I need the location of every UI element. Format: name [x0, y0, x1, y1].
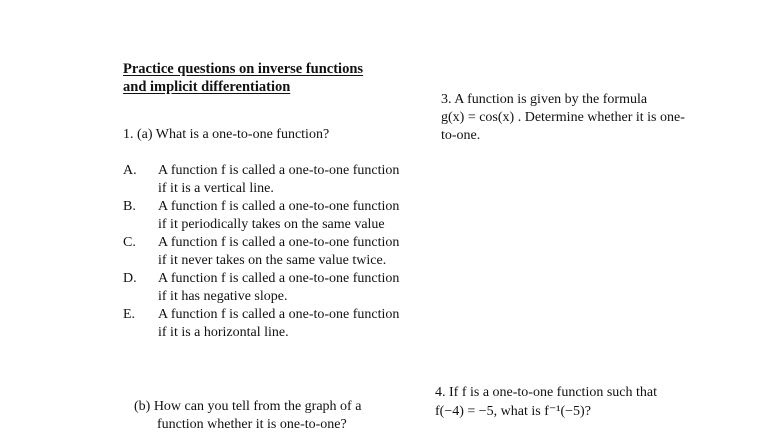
question-1a: 1. (a) What is a one-to-one function?: [123, 127, 330, 142]
question-4-line-2: f(−4) = −5, what is f⁻¹(−5)?: [435, 404, 591, 419]
option-a-text: A function f is called a one-to-one function if it is a vertical line.: [158, 163, 400, 196]
title-line-2: and implicit differentiation: [123, 79, 291, 95]
option-a: [123, 162, 423, 198]
option-d-text: A function f is called a one-to-one function if it has negative slope.: [158, 271, 400, 304]
option-b: [123, 198, 423, 234]
option-a-letter: A.: [123, 163, 137, 178]
question-1b-line-2: function whether it is one-to-one?: [157, 417, 347, 432]
option-d: [123, 270, 423, 306]
option-d-letter: D.: [123, 271, 137, 286]
option-c: [123, 234, 423, 270]
option-c-letter: C.: [123, 235, 136, 250]
question-3-line-3: to-one.: [441, 128, 481, 143]
option-c-text: A function f is called a one-to-one function if it never takes on the same value twice.: [158, 235, 400, 268]
title-line-1: Practice questions on inverse functions: [123, 61, 364, 77]
question-3-line-1: 3. A function is given by the formula: [441, 92, 648, 107]
worksheet-title: [123, 60, 363, 96]
option-e-text: A function f is called a one-to-one function if it is a horizontal line.: [158, 307, 400, 340]
option-b-text: A function f is called a one-to-one function if it periodically takes on the same value: [158, 199, 400, 232]
question-4-line-1: 4. If f is a one-to-one function such that: [435, 385, 657, 400]
option-e-letter: E.: [123, 307, 136, 322]
option-e: [123, 306, 423, 342]
question-3-line-2: g(x) = cos(x) . Determine whether it is one-: [441, 110, 685, 125]
question-1b-line-1: (b) How can you tell from the graph of a: [134, 399, 362, 414]
question-1-options: [123, 162, 423, 342]
option-b-letter: B.: [123, 199, 136, 214]
